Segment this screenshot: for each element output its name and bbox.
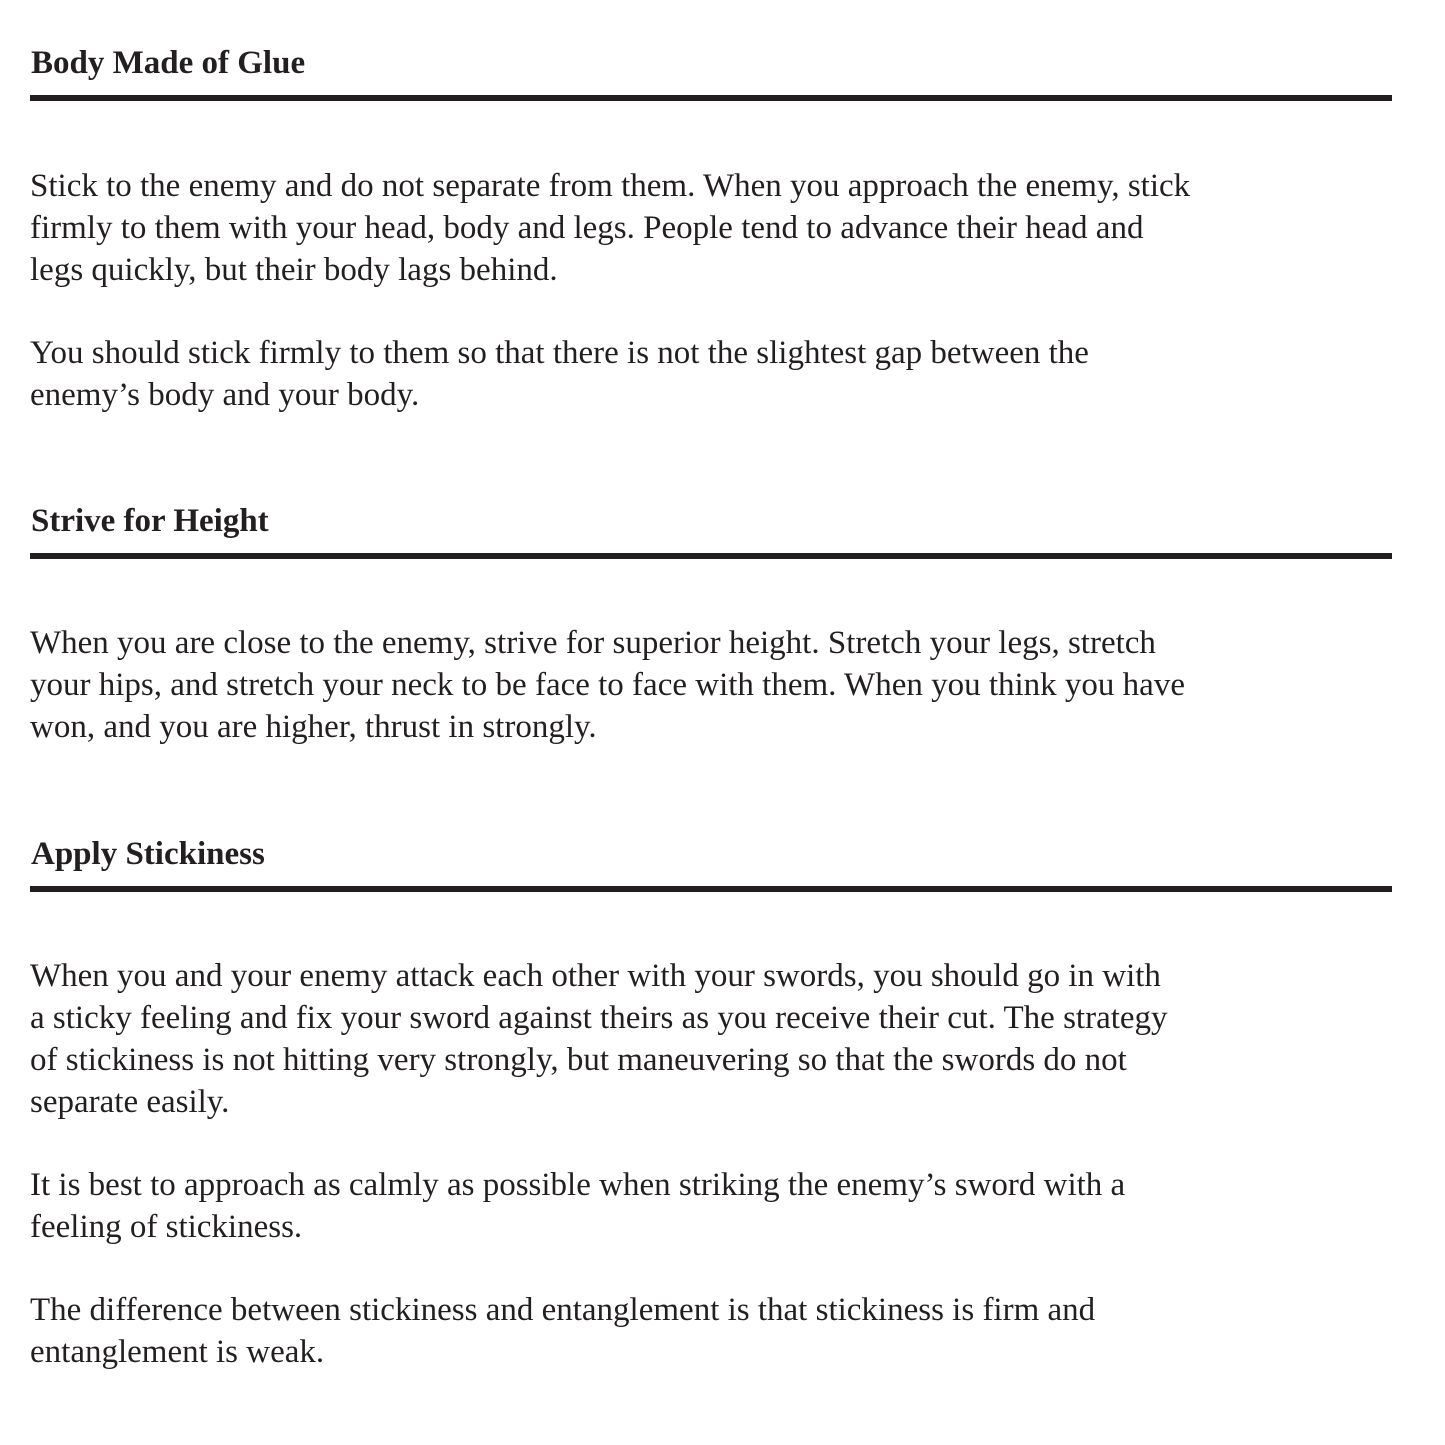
paragraph bbox=[30, 955, 1168, 1123]
text-line: a sticky feeling and fix your sword against theirs as you receive their cut. The strategy bbox=[30, 1000, 1168, 1036]
text-line: legs quickly, but their body lags behind. bbox=[30, 252, 558, 288]
text-line: enemy’s body and your body. bbox=[30, 377, 420, 413]
text-line: feeling of stickiness. bbox=[30, 1209, 303, 1245]
text-line: separate easily. bbox=[30, 1084, 230, 1120]
section-divider bbox=[30, 95, 1392, 101]
text-line: Stick to the enemy and do not separate from them. When you approach the enemy, stick bbox=[30, 168, 1191, 204]
text-line: your hips, and stretch your neck to be face to face with them. When you think you have bbox=[30, 667, 1185, 703]
section-divider bbox=[30, 886, 1392, 892]
text-line: firmly to them with your head, body and legs. People tend to advance their head and bbox=[30, 210, 1144, 246]
paragraph bbox=[30, 332, 1089, 416]
text-line: The difference between stickiness and entanglement is that stickiness is firm and bbox=[30, 1292, 1096, 1328]
paragraph bbox=[30, 1164, 1125, 1248]
text-line: You should stick firmly to them so that there is not the slightest gap between the bbox=[30, 335, 1089, 371]
paragraph bbox=[30, 622, 1185, 748]
section-heading: Apply Stickiness bbox=[31, 836, 265, 872]
section-heading: Strive for Height bbox=[31, 503, 269, 539]
text-line: won, and you are higher, thrust in strongly. bbox=[30, 709, 597, 745]
text-line: entanglement is weak. bbox=[30, 1334, 325, 1370]
paragraph bbox=[30, 1289, 1095, 1373]
section-divider bbox=[30, 553, 1392, 559]
text-line: When you are close to the enemy, strive for superior height. Stretch your legs, stretch bbox=[30, 625, 1156, 661]
paragraph bbox=[30, 165, 1190, 291]
text-line: When you and your enemy attack each other with your swords, you should go in with bbox=[30, 958, 1161, 994]
text-line: It is best to approach as calmly as possible when striking the enemy’s sword with a bbox=[30, 1167, 1126, 1203]
text-line: of stickiness is not hitting very strongly, but maneuvering so that the swords do not bbox=[30, 1042, 1127, 1078]
section-heading: Body Made of Glue bbox=[31, 45, 306, 81]
